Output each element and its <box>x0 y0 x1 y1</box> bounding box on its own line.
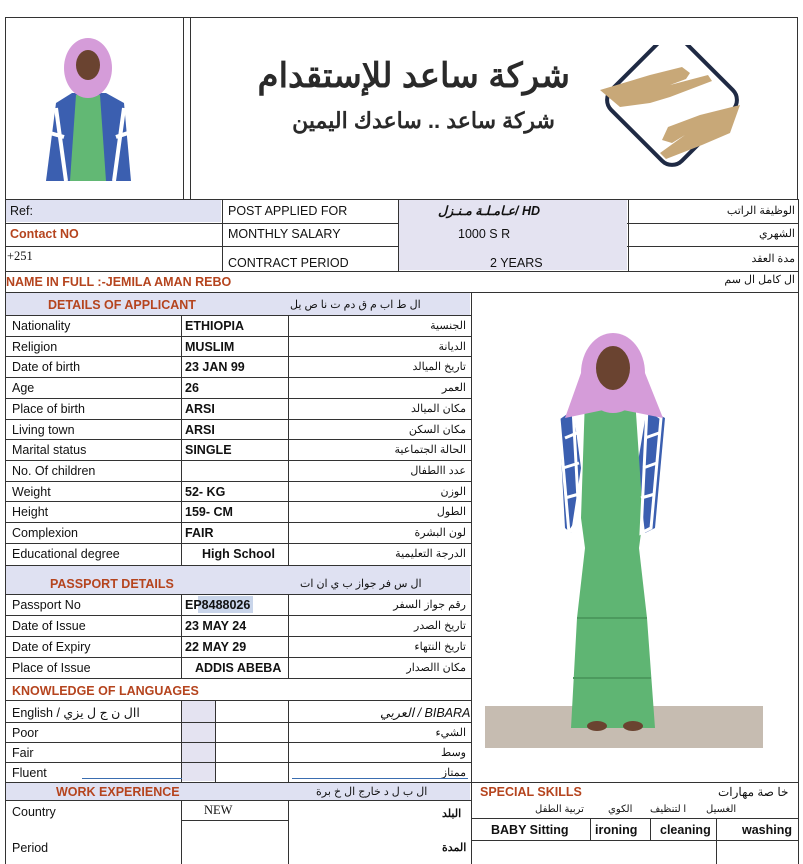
passport-value: EP8488026 <box>185 598 251 612</box>
phone-prefix: +251 <box>7 249 33 263</box>
skill-washing: washing <box>742 823 793 837</box>
passport-label: Date of Expiry <box>12 640 91 654</box>
english-label: English / اال ن ج ل يزي <box>12 706 140 720</box>
work-period-label: Period <box>12 841 49 855</box>
detail-label: No. Of children <box>12 464 96 478</box>
detail-label: Marital status <box>12 443 87 457</box>
language-level-ar: ممتاز <box>441 767 466 779</box>
row-divider <box>5 742 471 743</box>
detail-label: Educational degree <box>12 547 120 561</box>
row-divider <box>5 439 471 440</box>
row-divider <box>5 543 471 544</box>
applicant-photo-full <box>485 318 763 748</box>
detail-label: Living town <box>12 423 75 437</box>
contact-label: Contact NO <box>10 227 79 241</box>
row-divider <box>5 356 471 357</box>
language-level-label: Poor <box>12 726 39 740</box>
detail-label: Nationality <box>12 319 71 333</box>
detail-value: MUSLIM <box>185 340 235 354</box>
details-title-ar: ال ط اب م ق دم ت نا ص يل <box>290 299 421 311</box>
detail-label-ar: الوزن <box>440 486 466 498</box>
row-divider <box>5 636 471 637</box>
row-divider <box>5 398 471 399</box>
skill-cleaning: cleaning <box>660 823 711 837</box>
passport-value: 23 MAY 24 <box>185 619 247 633</box>
passport-label-ar: تاريخ الصدر <box>414 620 466 632</box>
applicant-photo-small <box>36 33 141 181</box>
work-country-value: NEW <box>204 803 233 817</box>
header-divider-2 <box>190 17 191 199</box>
passport-label-ar: رقم جواز السفر <box>393 599 466 611</box>
detail-value: 23 JAN 99 <box>185 360 245 374</box>
work-title: WORK EXPERIENCE <box>56 785 180 799</box>
detail-value: 52- KG <box>185 485 226 499</box>
work-title-ar: ال ب ل د خارج ال خ برة <box>316 786 428 798</box>
languages-title: KNOWLEDGE OF LANGUAGES <box>12 684 199 698</box>
post-label-ar: الوظيفة الراتب <box>726 205 795 217</box>
skills-ar-3: الكوي <box>608 804 633 815</box>
language-level-label: Fair <box>12 746 34 760</box>
work-country-ar: البلد <box>442 808 462 820</box>
language-level-ar: وسط <box>441 747 466 759</box>
passport-value: 22 MAY 29 <box>185 640 247 654</box>
detail-label-ar: الجنسية <box>430 320 466 332</box>
detail-value: ETHIOPIA <box>185 319 245 333</box>
passport-value: ADDIS ABEBA <box>195 661 282 675</box>
row-divider <box>5 522 471 523</box>
post-label: POST APPLIED FOR <box>228 204 348 218</box>
detail-value: FAIR <box>185 526 214 540</box>
row-divider <box>5 657 471 658</box>
detail-value: 26 <box>185 381 199 395</box>
detail-label: Religion <box>12 340 58 354</box>
detail-label-ar: العمر <box>441 382 466 394</box>
passport-label: Date of Issue <box>12 619 86 633</box>
detail-label-ar: مكان السكن <box>408 424 466 436</box>
post-value: عـامـلـة مـنـزل/ HD <box>438 204 541 218</box>
detail-label-ar: تاريخ الميالد <box>412 361 466 373</box>
detail-label: Complexion <box>12 526 79 540</box>
passport-label: Passport No <box>12 598 81 612</box>
detail-label-ar: مكان الميالد <box>410 403 466 415</box>
detail-value: High School <box>202 547 275 561</box>
detail-value: 159- CM <box>185 505 233 519</box>
contract-label: CONTRACT PERIOD <box>228 256 349 270</box>
details-title: DETAILS OF APPLICANT <box>48 298 196 312</box>
detail-label-ar: الحالة الجتماعية <box>394 444 466 456</box>
skills-title-ar: خا صة مهارات <box>718 785 789 799</box>
row-divider <box>5 419 471 420</box>
detail-label-ar: عدد االطفال <box>410 465 466 477</box>
row-divider <box>5 377 471 378</box>
work-country-label: Country <box>12 805 56 819</box>
detail-value: ARSI <box>185 402 215 416</box>
detail-value: SINGLE <box>185 443 232 457</box>
skill-baby-sitting: BABY Sitting <box>491 823 569 837</box>
work-period-ar: المدة <box>442 842 467 854</box>
row-divider <box>5 501 471 502</box>
detail-label-ar: الدرجة التعليمية <box>395 548 466 560</box>
passport-title: PASSPORT DETAILS <box>50 577 174 591</box>
row-divider <box>5 762 471 763</box>
detail-label: Weight <box>12 485 51 499</box>
contract-value: 2 YEARS <box>490 256 543 270</box>
detail-label-ar: الديانة <box>438 341 466 353</box>
fullname-label-ar: ال كامل ال سم <box>724 274 795 286</box>
detail-label-ar: لون البشرة <box>414 527 466 539</box>
skills-ar-2: ا لتنظيف <box>650 804 687 815</box>
row-divider <box>5 615 471 616</box>
row-divider <box>5 460 471 461</box>
helping-hands-logo-icon <box>590 45 755 170</box>
contract-label-ar: مدة العقد <box>751 253 795 265</box>
salary-label-ar: الشهري <box>759 228 795 240</box>
salary-value: 1000 S R <box>458 227 511 241</box>
skills-ar-4: تربية الطفل <box>535 804 584 815</box>
row-divider <box>5 481 471 482</box>
passport-title-ar: ال س فر جواز ب ي ان ات <box>300 578 422 590</box>
fullname-label: NAME IN FULL :-JEMILA AMAN REBO <box>6 275 232 289</box>
arabic-label: العربي / BIBARA <box>380 706 471 720</box>
detail-label: Age <box>12 381 35 395</box>
company-tagline-ar: شركة ساعد .. ساعدك اليمين <box>292 108 555 133</box>
language-level-label: Fluent <box>12 766 47 780</box>
skill-ironing: ironing <box>595 823 638 837</box>
company-name-ar: شركة ساعد للإستقدام <box>257 57 570 95</box>
skills-ar-1: الغسيل <box>706 804 737 815</box>
salary-label: MONTHLY SALARY <box>228 227 341 241</box>
detail-label: Place of birth <box>12 402 85 416</box>
skills-title: SPECIAL SKILLS <box>480 785 582 799</box>
detail-label: Height <box>12 505 49 519</box>
row-divider <box>5 336 471 337</box>
header-divider <box>183 17 184 199</box>
passport-label: Place of Issue <box>12 661 91 675</box>
detail-label-ar: الطول <box>436 506 466 518</box>
passport-label-ar: مكان االصدار <box>406 662 466 674</box>
detail-value: ARSI <box>185 423 215 437</box>
language-level-ar: الشيء <box>435 727 466 739</box>
ref-label: Ref: <box>10 204 33 218</box>
passport-label-ar: تاريخ النتهاء <box>414 641 466 653</box>
detail-label: Date of birth <box>12 360 81 374</box>
